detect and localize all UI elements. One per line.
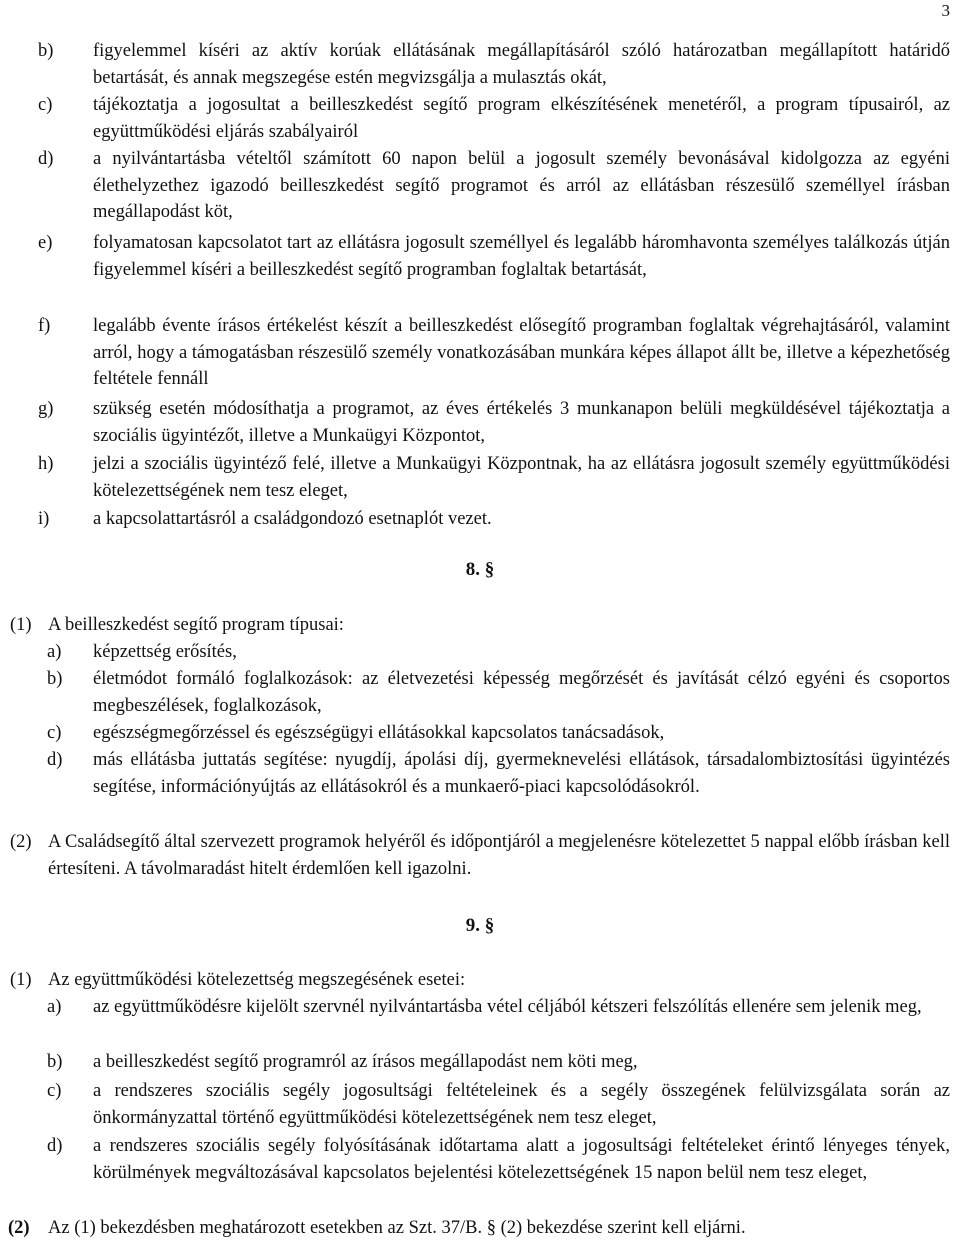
list-item-text: figyelemmel kíséri az aktív korúak ellátásának megállapításáról szóló határozatban megállapított határidő betartását, és annak megszegése estén megvizsgálja a mulasztás okát,	[93, 41, 950, 88]
list-item-marker: b)	[47, 669, 63, 689]
list-item-text: képzettség erősítés,	[93, 642, 237, 662]
list-item	[0, 747, 950, 800]
paragraph-label: (2)	[10, 832, 32, 852]
list-item	[0, 313, 950, 393]
list-item-marker: d)	[47, 1136, 63, 1156]
list-item-marker: b)	[47, 1052, 63, 1072]
list-item-text: a rendszeres szociális segély jogosultsági feltételeinek és a segély összegének felülvizsgálata során az önkormányzattal történő együttműködési kötelezettségének nem tesz eleget,	[93, 1081, 950, 1128]
list-item-marker: a)	[47, 997, 62, 1017]
list-item	[0, 451, 950, 504]
list-item	[0, 230, 950, 283]
list-item-text: más ellátásba juttatás segítése: nyugdíj, ápolási díj, gyermeknevelési ellátások, társadalombiztosítási ügyintézés segítése, információnyújtás az ellátásokról és a munkaerő-piaci kapcsolódásokról.	[93, 750, 950, 797]
list-item-text: szükség esetén módosíthatja a programot, az éves értékelés 3 munkanapon belüli megküldésével tájékoztatja a szociális ügyintézőt, illetve a Munkaügyi Központot,	[93, 399, 950, 446]
list-item-marker: i)	[38, 509, 50, 529]
paragraph-text: Az együttműködési kötelezettség megszegésének esetei:	[48, 970, 466, 990]
list-item-text: a beilleszkedést segítő programról az írásos megállapodást nem köti meg,	[93, 1052, 638, 1072]
paragraph-text: A beilleszkedést segítő program típusai:	[48, 615, 344, 635]
paragraph-text: A Családsegítő által szervezett programok helyéről és időpontjáról a megjelenésre kötelezettet 5 nappal előbb írásban kell értesíteni. A távolmaradást hitelt érdemlően kell igazolni.	[48, 832, 950, 879]
paragraph-text: Az (1) bekezdésben meghatározott esetekben az Szt. 37/B. § (2) bekezdése szerint kell eljárni.	[48, 1218, 746, 1238]
list-item-text: folyamatosan kapcsolatot tart az ellátásra jogosult személlyel és legalább háromhavonta személyes találkozás útján figyelemmel kíséri a beilleszkedést segítő programban foglaltak betartását,	[93, 233, 950, 280]
list-item	[0, 1133, 950, 1186]
list-item-marker: d)	[38, 149, 54, 169]
list-item	[0, 666, 950, 719]
list-item-text: legalább évente írásos értékelést készít a beilleszkedést elősegítő programban foglaltak végrehajtásáról, valamint arról, hogy a támogatásban részesülő személy vonatkozásában munkára képes állapot állt be, illetve a képezhetőség feltétele fennáll	[93, 316, 950, 390]
section-heading: 8. §	[465, 559, 495, 580]
list-item-text: jelzi a szociális ügyintéző felé, illetve a Munkaügyi Központnak, ha az ellátásra jogosult személy együttműködési kötelezettségének nem tesz eleget,	[93, 454, 950, 501]
list-item-text: az együttműködésre kijelölt szervnél nyilvántartásba vétel céljából kétszeri felszólítás ellenére sem jelenik meg,	[93, 997, 922, 1017]
list-item-text: a rendszeres szociális segély folyósításának időtartama alatt a jogosultsági feltételeket érintő lényeges tények, körülmények megváltozásával kapcsolatos bejelentési kötelezettségének 15 napon belül nem tesz eleget,	[93, 1136, 950, 1183]
list-item-text: a kapcsolattartásról a családgondozó esetnaplót vezet.	[93, 509, 492, 529]
list-item-marker: e)	[38, 233, 53, 253]
page-number: 3	[941, 1, 950, 20]
list-item	[0, 38, 950, 91]
list-item-marker: g)	[38, 399, 54, 419]
list-item-marker: c)	[47, 723, 62, 743]
list-item-text: életmódot formáló foglalkozások: az életvezetési képesség megőrzését és javítását célzó egyéni és csoportos megbeszélések, foglalkozások,	[93, 669, 950, 716]
paragraph	[0, 829, 950, 882]
list-item	[0, 92, 950, 145]
list-item	[0, 994, 950, 1021]
list-item-text: egészségmegőrzéssel és egészségügyi ellátásokkal kapcsolatos tanácsadások,	[93, 723, 665, 743]
paragraph-label: (1)	[10, 615, 32, 635]
list-item	[0, 146, 950, 226]
list-item-marker: a)	[47, 642, 62, 662]
list-item-text: tájékoztatja a jogosultat a beilleszkedést segítő program elkészítésének menetéről, a program típusairól, az együttműködési eljárás szabályairól	[93, 95, 950, 142]
list-item-marker: d)	[47, 750, 63, 770]
list-item-marker: h)	[38, 454, 54, 474]
list-item	[0, 396, 950, 449]
list-item-marker: c)	[47, 1081, 62, 1101]
list-item-marker: f)	[38, 316, 51, 336]
paragraph-label: (2)	[8, 1218, 30, 1238]
list-item	[0, 720, 950, 747]
section-heading: 9. §	[465, 915, 495, 936]
list-item-text: a nyilvántartásba vételtől számított 60 napon belül a jogosult személy bevonásával kidolgozza az egyéni élethelyzethez igazodó beilleszkedést segítő programot és arról az ellátásban részesülő személlyel írásban megállapodást köt,	[93, 149, 950, 223]
list-item	[0, 506, 950, 533]
list-item-marker: b)	[38, 41, 54, 61]
list-item-marker: c)	[38, 95, 53, 115]
paragraph-label: (1)	[10, 970, 32, 990]
list-item	[0, 1049, 950, 1076]
list-item	[0, 1078, 950, 1131]
list-item	[0, 639, 950, 666]
